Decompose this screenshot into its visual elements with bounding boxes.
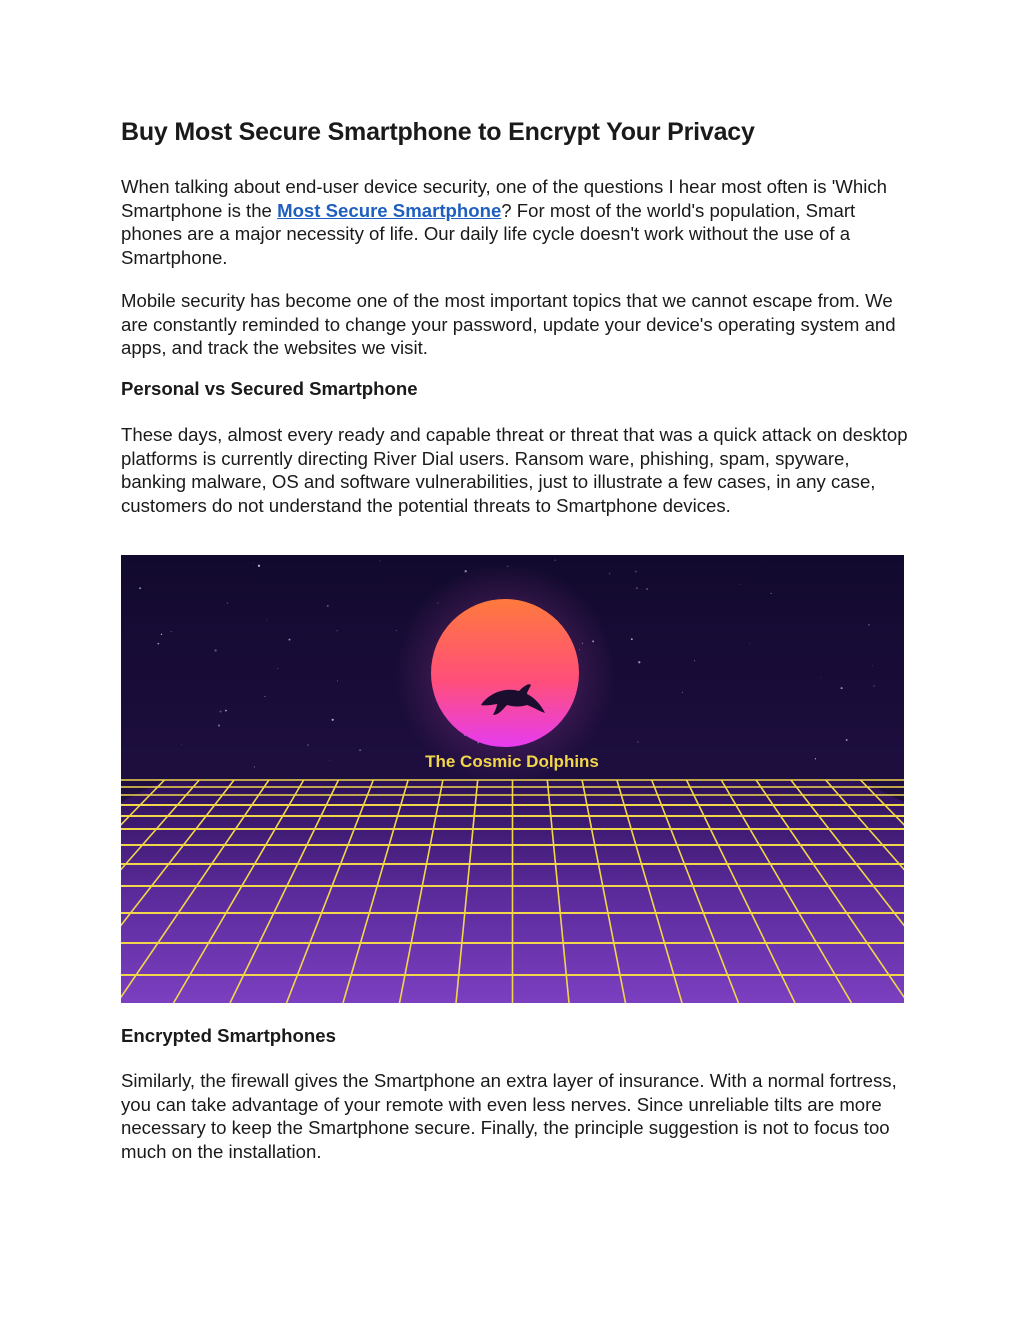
star xyxy=(841,687,843,689)
star xyxy=(872,665,873,666)
page-title: Buy Most Secure Smartphone to Encrypt Your Privacy xyxy=(121,118,755,146)
star xyxy=(631,638,633,640)
star xyxy=(815,758,816,759)
star xyxy=(289,639,291,641)
star xyxy=(139,587,141,589)
sun xyxy=(431,599,579,747)
star xyxy=(258,565,260,567)
star xyxy=(181,744,182,745)
star xyxy=(307,744,308,745)
image-caption: The Cosmic Dolphins xyxy=(425,752,599,771)
star xyxy=(161,634,162,635)
intro-text-before: When talking about end-user device security, one of the questions I hear most often is 'Which Smartphone is the xyxy=(121,176,887,221)
star xyxy=(157,643,159,645)
star xyxy=(682,692,683,693)
star xyxy=(609,573,610,574)
star xyxy=(396,630,397,631)
star xyxy=(267,620,268,621)
synthwave-illustration xyxy=(121,555,904,1003)
star xyxy=(646,588,648,590)
star xyxy=(846,739,848,741)
star xyxy=(277,668,278,669)
star xyxy=(227,602,228,603)
star xyxy=(638,661,640,663)
star xyxy=(220,711,222,713)
star xyxy=(635,571,637,573)
star xyxy=(873,685,874,686)
star xyxy=(218,724,220,726)
star xyxy=(637,741,638,742)
star xyxy=(821,677,822,678)
threats-paragraph: These days, almost every ready and capable threat or threat that was a quick attack on desktop platforms is currently directing River Dial users. Ransom ware, phishing, spam, spyware, banking malware, OS and software vulnerabilities, just to illustrate a few cases, in any case, customers do not understand the potential threats to Smartphone devices. xyxy=(121,424,908,516)
star xyxy=(359,749,361,751)
star xyxy=(749,643,750,644)
intro-paragraph xyxy=(121,175,911,269)
star xyxy=(329,760,330,761)
star xyxy=(694,660,695,661)
star xyxy=(171,631,172,632)
section-heading-encrypted: Encrypted Smartphones xyxy=(121,1025,336,1046)
star xyxy=(214,649,216,651)
star xyxy=(380,561,381,562)
star xyxy=(337,630,338,631)
star xyxy=(868,624,869,625)
star xyxy=(770,593,771,594)
star xyxy=(253,563,254,564)
section-heading-personal: Personal vs Secured Smartphone xyxy=(121,378,418,399)
most-secure-smartphone-link[interactable]: Most Secure Smartphone xyxy=(277,199,502,221)
star xyxy=(264,696,265,697)
intro-text-after: ? For most of the world's population, Smart phones are a major necessity of life. Our daily life cycle doesn't work without the use of a Smartphone. xyxy=(121,199,856,268)
firewall-paragraph: Similarly, the firewall gives the Smartphone an extra layer of insurance. With a normal fortress, you can take advantage of your remote with even less nerves. Since unreliable tilts are more necessary to keep the Smartphone secure. Finally, the principle suggestion is not to focus too much on the installation. xyxy=(121,1070,897,1162)
star xyxy=(327,605,329,607)
mobile-security-paragraph: Mobile security has become one of the most important topics that we cannot escape from. We are constantly reminded to change your password, update your device's operating system and apps, and track the websites we visit. xyxy=(121,290,896,358)
star xyxy=(332,719,334,721)
star xyxy=(254,766,255,767)
star xyxy=(740,584,741,585)
star xyxy=(636,587,638,589)
cosmic-dolphins-image xyxy=(121,555,904,1003)
star xyxy=(225,710,227,712)
star xyxy=(337,680,338,681)
star xyxy=(555,560,556,561)
